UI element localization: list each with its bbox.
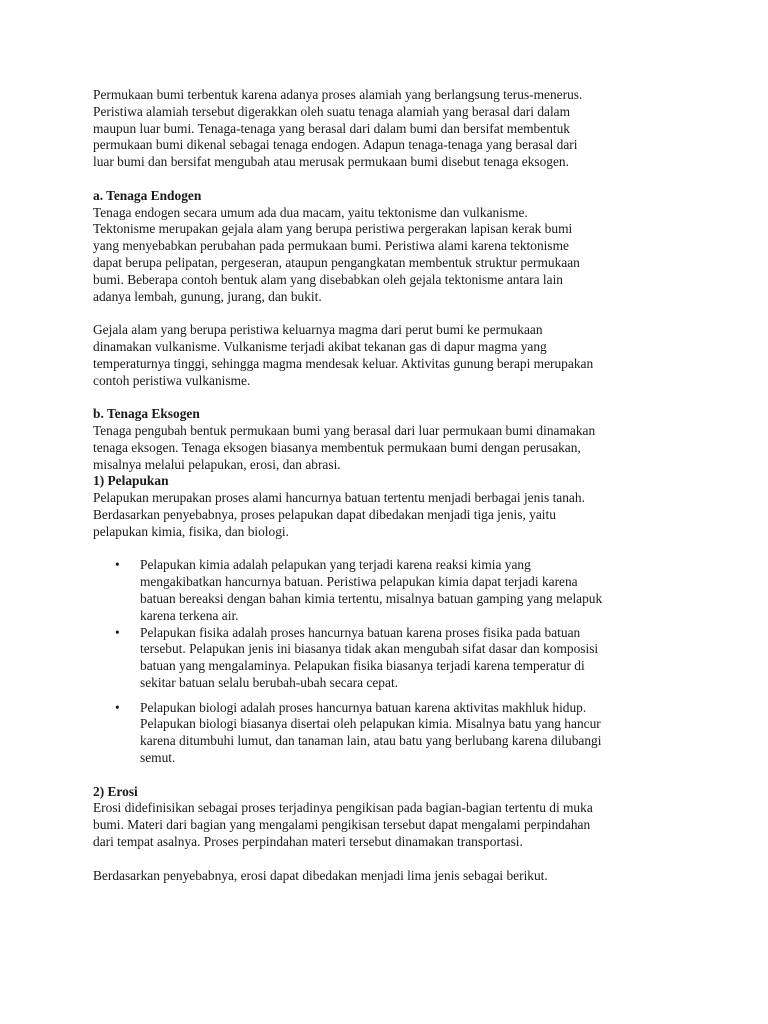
text-line: batuan bereaksi dengan bahan kimia tertentu, misalnya batuan gamping yang melapuk — [140, 590, 603, 606]
heading-pelapukan: 1) Pelapukan — [93, 473, 169, 489]
text-line: misalnya melalui pelapukan, erosi, dan abrasi. — [93, 456, 341, 472]
text-line: Pelapukan biologi biasanya disertai oleh pelapukan kimia. Misalnya batu yang hancur — [140, 716, 601, 732]
text-line: Pelapukan biologi adalah proses hancurnya batuan karena aktivitas makhluk hidup. — [140, 699, 587, 715]
text-line: Permukaan bumi terbentuk karena adanya proses alamiah yang berlangsung terus-menerus. — [93, 87, 583, 102]
intro-paragraph — [93, 87, 693, 171]
pelapukan-bullet-list — [93, 557, 693, 767]
text-line: dinamakan vulkanisme. Vulkanisme terjadi akibat tekanan gas di dapur magma yang — [93, 338, 547, 354]
text-line: luar bumi dan bersifat mengubah atau merusak permukaan bumi disebut tenaga eksogen. — [93, 154, 569, 170]
heading-tenaga-eksogen: b. Tenaga Eksogen — [93, 406, 200, 422]
text-line: semut. — [140, 750, 176, 766]
text-line: Tenaga pengubah bentuk permukaan bumi yang berasal dari luar permukaan bumi dinamakan — [93, 422, 596, 438]
text-line: dapat berupa pelipatan, pergeseran, ataupun pengangkatan membentuk struktur permukaan — [93, 254, 580, 270]
bullet-icon: • — [115, 557, 120, 573]
text-line: yang menyebabkan perubahan pada permukaan bumi. Peristiwa alami karena tektonisme — [93, 238, 569, 254]
text-line: maupun luar bumi. Tenaga-tenaga yang berasal dari dalam bumi dan bersifat membentuk — [93, 120, 570, 136]
text-line: Berdasarkan penyebabnya, proses pelapukan dapat dibedakan menjadi tiga jenis, yaitu — [93, 506, 556, 522]
text-line: contoh peristiwa vulkanisme. — [93, 372, 251, 388]
text-line: bumi. Materi dari bagian yang mengalami pengikisan tersebut dapat mengalami perpindahan — [93, 817, 591, 833]
text-line: Erosi didefinisikan sebagai proses terjadinya pengikisan pada bagian-bagian tertentu di muka — [93, 800, 593, 816]
text-line: karena ditumbuhi lumut, dan tanaman lain, atau batu yang berlubang karena dilubangi — [140, 733, 602, 749]
document-page — [93, 87, 693, 884]
text-line: Gejala alam yang berupa peristiwa keluarnya magma dari perut bumi ke permukaan — [93, 322, 543, 338]
text-line: tersebut. Pelapukan jenis ini biasanya tidak akan mengubah sifat dasar dan komposisi — [140, 641, 599, 657]
text-line: tenaga eksogen. Tenaga eksogen biasanya membentuk permukaan bumi dengan perusakan, — [93, 439, 581, 455]
text-line: temperaturnya tinggi, sehingga magma mendesak keluar. Aktivitas gunung berapi merupakan — [93, 355, 594, 371]
text-line: mengakibatkan hancurnya batuan. Peristiwa pelapukan kimia dapat terjadi karena — [140, 574, 578, 590]
text-line: Tektonisme merupakan gejala alam yang berupa peristiwa pergerakan lapisan kerak bumi — [93, 221, 573, 237]
text-line: Berdasarkan penyebabnya, erosi dapat dibedakan menjadi lima jenis sebagai berikut. — [93, 867, 548, 883]
text-line: Pelapukan merupakan proses alami hancurnya batuan tertentu menjadi berbagai jenis tanah. — [93, 490, 585, 506]
list-item — [93, 700, 693, 767]
text-line: Tenaga endogen secara umum ada dua macam, yaitu tektonisme dan vulkanisme. — [93, 204, 528, 220]
text-line: Pelapukan fisika adalah proses hancurnya batuan karena proses fisika pada batuan — [140, 624, 581, 640]
text-line: adanya lembah, gunung, jurang, dan bukit. — [93, 288, 322, 304]
endogen-paragraph-2 — [93, 322, 693, 389]
text-line: karena terkena air. — [140, 607, 239, 623]
text-line: batuan yang mengalaminya. Pelapukan fisika biasanya terjadi karena temperatur di — [140, 658, 585, 674]
eksogen-paragraph-1 — [93, 423, 693, 473]
text-line: bumi. Beberapa contoh bentuk alam yang disebabkan oleh gejala tektonisme antara lain — [93, 271, 563, 287]
text-line: Peristiwa alamiah tersebut digerakkan oleh suatu tenaga alamiah yang berasal dari dalam — [93, 103, 571, 119]
heading-tenaga-endogen: a. Tenaga Endogen — [93, 187, 202, 203]
pelapukan-paragraph-1 — [93, 490, 693, 540]
text-line: sekitar batuan selalu berubah-ubah secara cepat. — [140, 674, 399, 690]
list-item — [93, 557, 693, 624]
text-line: dari tempat asalnya. Proses perpindahan materi tersebut dinamakan transportasi. — [93, 834, 523, 850]
text-line: pelapukan kimia, fisika, dan biologi. — [93, 523, 289, 539]
erosi-paragraph-2 — [93, 868, 693, 885]
erosi-paragraph-1 — [93, 800, 693, 850]
bullet-icon: • — [115, 624, 120, 640]
bullet-icon: • — [115, 699, 120, 715]
endogen-paragraph-1 — [93, 205, 693, 306]
text-line: permukaan bumi dikenal sebagai tenaga endogen. Adapun tenaga-tenaga yang berasal dari — [93, 137, 578, 153]
heading-erosi: 2) Erosi — [93, 783, 138, 799]
list-item — [93, 625, 693, 692]
text-line: Pelapukan kimia adalah pelapukan yang terjadi karena reaksi kimia yang — [140, 557, 531, 573]
